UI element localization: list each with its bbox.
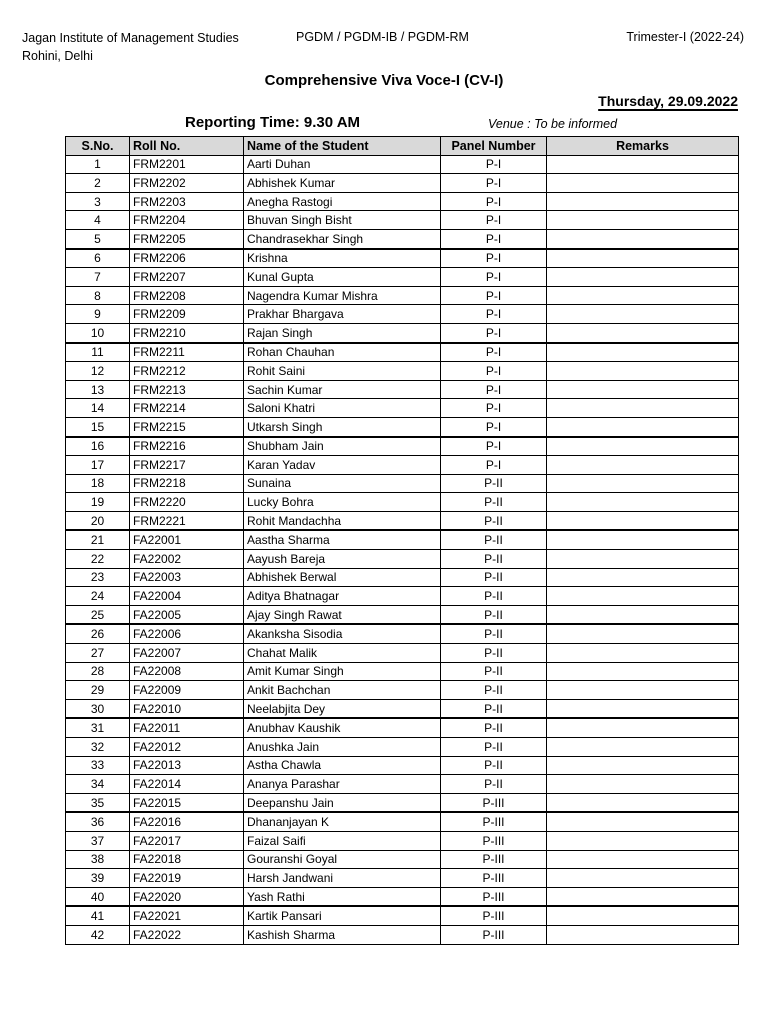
cell-remarks — [547, 718, 739, 737]
cell-roll-no: FRM2221 — [130, 511, 244, 530]
cell-student-name: Sachin Kumar — [244, 380, 441, 399]
table-row — [66, 699, 739, 718]
table-row — [66, 399, 739, 418]
cell-sno: 38 — [66, 850, 130, 869]
cell-panel: P-II — [441, 605, 547, 624]
table-row — [66, 775, 739, 794]
cell-roll-no: FRM2213 — [130, 380, 244, 399]
cell-panel: P-III — [441, 887, 547, 906]
cell-panel: P-I — [441, 249, 547, 268]
cell-sno: 35 — [66, 793, 130, 812]
cell-student-name: Akanksha Sisodia — [244, 624, 441, 643]
cell-sno: 33 — [66, 756, 130, 775]
cell-roll-no: FRM2215 — [130, 417, 244, 436]
table-row — [66, 511, 739, 530]
cell-panel: P-II — [441, 511, 547, 530]
cell-roll-no: FA22021 — [130, 906, 244, 925]
cell-roll-no: FA22016 — [130, 812, 244, 831]
table-row — [66, 550, 739, 569]
table-row — [66, 624, 739, 643]
cell-sno: 5 — [66, 229, 130, 248]
table-body — [66, 155, 739, 944]
cell-roll-no: FRM2207 — [130, 268, 244, 287]
cell-sno: 32 — [66, 738, 130, 757]
cell-panel: P-I — [441, 229, 547, 248]
cell-sno: 27 — [66, 644, 130, 663]
cell-remarks — [547, 323, 739, 342]
cell-panel: P-II — [441, 738, 547, 757]
cell-student-name: Ankit Bachchan — [244, 681, 441, 700]
cell-remarks — [547, 831, 739, 850]
table-row — [66, 174, 739, 193]
cell-panel: P-II — [441, 530, 547, 549]
cell-sno: 31 — [66, 718, 130, 737]
cell-remarks — [547, 493, 739, 512]
institute-name — [22, 29, 239, 65]
cell-student-name: Nagendra Kumar Mishra — [244, 286, 441, 305]
cell-panel: P-III — [441, 812, 547, 831]
table-row — [66, 568, 739, 587]
cell-sno: 34 — [66, 775, 130, 794]
cell-sno: 16 — [66, 437, 130, 456]
table-row — [66, 155, 739, 174]
table-row — [66, 305, 739, 324]
cell-roll-no: FRM2206 — [130, 249, 244, 268]
cell-panel: P-II — [441, 756, 547, 775]
cell-roll-no: FRM2209 — [130, 305, 244, 324]
cell-sno: 21 — [66, 530, 130, 549]
cell-sno: 23 — [66, 568, 130, 587]
cell-roll-no: FA22010 — [130, 699, 244, 718]
cell-student-name: Prakhar Bhargava — [244, 305, 441, 324]
cell-remarks — [547, 812, 739, 831]
cell-remarks — [547, 417, 739, 436]
cell-roll-no: FRM2201 — [130, 155, 244, 174]
table-row — [66, 681, 739, 700]
cell-sno: 29 — [66, 681, 130, 700]
table-row — [66, 437, 739, 456]
cell-sno: 20 — [66, 511, 130, 530]
cell-sno: 15 — [66, 417, 130, 436]
cell-student-name: Chahat Malik — [244, 644, 441, 663]
cell-student-name: Rajan Singh — [244, 323, 441, 342]
cell-roll-no: FRM2216 — [130, 437, 244, 456]
cell-student-name: Anubhav Kaushik — [244, 718, 441, 737]
cell-panel: P-III — [441, 831, 547, 850]
cell-remarks — [547, 456, 739, 475]
cell-panel: P-III — [441, 925, 547, 944]
cell-remarks — [547, 380, 739, 399]
table-row — [66, 887, 739, 906]
cell-remarks — [547, 644, 739, 663]
cell-roll-no: FA22005 — [130, 605, 244, 624]
cell-sno: 1 — [66, 155, 130, 174]
cell-student-name: Harsh Jandwani — [244, 869, 441, 888]
cell-remarks — [547, 906, 739, 925]
cell-panel: P-I — [441, 456, 547, 475]
cell-student-name: Lucky Bohra — [244, 493, 441, 512]
column-header-roll: Roll No. — [130, 137, 244, 156]
cell-remarks — [547, 681, 739, 700]
cell-roll-no: FRM2208 — [130, 286, 244, 305]
cell-panel: P-III — [441, 906, 547, 925]
cell-roll-no: FRM2211 — [130, 343, 244, 362]
cell-remarks — [547, 530, 739, 549]
cell-student-name: Astha Chawla — [244, 756, 441, 775]
cell-student-name: Aditya Bhatnagar — [244, 587, 441, 606]
cell-remarks — [547, 850, 739, 869]
cell-student-name: Dhananjayan K — [244, 812, 441, 831]
cell-panel: P-I — [441, 211, 547, 230]
cell-remarks — [547, 511, 739, 530]
column-header-sno: S.No. — [66, 137, 130, 156]
cell-student-name: Abhishek Kumar — [244, 174, 441, 193]
cell-student-name: Krishna — [244, 249, 441, 268]
exam-date: Thursday, 29.09.2022 — [598, 93, 738, 109]
institute-name-line: Jagan Institute of Management Studies — [22, 31, 239, 45]
cell-roll-no: FA22001 — [130, 530, 244, 549]
cell-roll-no: FA22020 — [130, 887, 244, 906]
cell-panel: P-II — [441, 587, 547, 606]
cell-panel: P-II — [441, 718, 547, 737]
cell-remarks — [547, 155, 739, 174]
cell-roll-no: FA22006 — [130, 624, 244, 643]
table-header-row — [66, 137, 739, 156]
cell-remarks — [547, 775, 739, 794]
cell-student-name: Amit Kumar Singh — [244, 662, 441, 681]
institute-location: Rohini, Delhi — [22, 49, 93, 63]
cell-remarks — [547, 268, 739, 287]
cell-student-name: Aastha Sharma — [244, 530, 441, 549]
table-row — [66, 268, 739, 287]
cell-panel: P-II — [441, 493, 547, 512]
table-row — [66, 493, 739, 512]
table-row — [66, 323, 739, 342]
cell-remarks — [547, 174, 739, 193]
cell-panel: P-II — [441, 662, 547, 681]
table-row — [66, 831, 739, 850]
cell-roll-no: FA22018 — [130, 850, 244, 869]
cell-panel: P-III — [441, 850, 547, 869]
cell-remarks — [547, 587, 739, 606]
table-row — [66, 362, 739, 381]
table-row — [66, 756, 739, 775]
cell-sno: 18 — [66, 474, 130, 493]
cell-panel: P-I — [441, 286, 547, 305]
cell-panel: P-II — [441, 699, 547, 718]
cell-sno: 22 — [66, 550, 130, 569]
reporting-time: Reporting Time: 9.30 AM — [185, 114, 361, 131]
cell-sno: 4 — [66, 211, 130, 230]
cell-sno: 10 — [66, 323, 130, 342]
cell-student-name: Anushka Jain — [244, 738, 441, 757]
table-row — [66, 925, 739, 944]
cell-student-name: Bhuvan Singh Bisht — [244, 211, 441, 230]
cell-student-name: Shubham Jain — [244, 437, 441, 456]
cell-student-name: Faizal Saifi — [244, 831, 441, 850]
table-row — [66, 605, 739, 624]
cell-roll-no: FA22007 — [130, 644, 244, 663]
cell-remarks — [547, 286, 739, 305]
cell-remarks — [547, 925, 739, 944]
cell-panel: P-II — [441, 644, 547, 663]
table-row — [66, 738, 739, 757]
cell-panel: P-I — [441, 417, 547, 436]
cell-roll-no: FA22009 — [130, 681, 244, 700]
table-row — [66, 286, 739, 305]
cell-student-name: Aarti Duhan — [244, 155, 441, 174]
cell-sno: 39 — [66, 869, 130, 888]
table-row — [66, 192, 739, 211]
cell-student-name: Rohit Saini — [244, 362, 441, 381]
table-row — [66, 380, 739, 399]
cell-panel: P-III — [441, 793, 547, 812]
table-row — [66, 812, 739, 831]
table-row — [66, 587, 739, 606]
cell-remarks — [547, 437, 739, 456]
cell-panel: P-II — [441, 681, 547, 700]
cell-remarks — [547, 756, 739, 775]
cell-remarks — [547, 305, 739, 324]
cell-roll-no: FRM2217 — [130, 456, 244, 475]
cell-sno: 36 — [66, 812, 130, 831]
cell-student-name: Sunaina — [244, 474, 441, 493]
cell-panel: P-I — [441, 399, 547, 418]
table-row — [66, 869, 739, 888]
cell-student-name: Karan Yadav — [244, 456, 441, 475]
cell-student-name: Anegha Rastogi — [244, 192, 441, 211]
cell-remarks — [547, 699, 739, 718]
venue-note: Venue : To be informed — [488, 117, 618, 131]
cell-roll-no: FA22004 — [130, 587, 244, 606]
cell-roll-no: FRM2203 — [130, 192, 244, 211]
cell-remarks — [547, 568, 739, 587]
table-row — [66, 662, 739, 681]
table-row — [66, 718, 739, 737]
cell-panel: P-II — [441, 474, 547, 493]
cell-student-name: Rohan Chauhan — [244, 343, 441, 362]
cell-student-name: Kunal Gupta — [244, 268, 441, 287]
cell-student-name: Kartik Pansari — [244, 906, 441, 925]
cell-sno: 9 — [66, 305, 130, 324]
cell-student-name: Gouranshi Goyal — [244, 850, 441, 869]
cell-panel: P-I — [441, 268, 547, 287]
cell-student-name: Chandrasekhar Singh — [244, 229, 441, 248]
cell-sno: 6 — [66, 249, 130, 268]
cell-remarks — [547, 229, 739, 248]
cell-sno: 41 — [66, 906, 130, 925]
cell-student-name: Kashish Sharma — [244, 925, 441, 944]
exam-title: Comprehensive Viva Voce-I (CV-I) — [264, 72, 504, 89]
cell-panel: P-I — [441, 362, 547, 381]
cell-sno: 17 — [66, 456, 130, 475]
cell-panel: P-I — [441, 323, 547, 342]
cell-roll-no: FA22011 — [130, 718, 244, 737]
cell-sno: 37 — [66, 831, 130, 850]
table-row — [66, 456, 739, 475]
cell-sno: 19 — [66, 493, 130, 512]
cell-roll-no: FA22017 — [130, 831, 244, 850]
table-row — [66, 249, 739, 268]
cell-panel: P-I — [441, 343, 547, 362]
cell-student-name: Saloni Khatri — [244, 399, 441, 418]
cell-sno: 42 — [66, 925, 130, 944]
cell-roll-no: FRM2202 — [130, 174, 244, 193]
cell-remarks — [547, 343, 739, 362]
cell-remarks — [547, 793, 739, 812]
cell-panel: P-I — [441, 380, 547, 399]
cell-student-name: Utkarsh Singh — [244, 417, 441, 436]
cell-roll-no: FRM2218 — [130, 474, 244, 493]
cell-sno: 7 — [66, 268, 130, 287]
table-row — [66, 644, 739, 663]
cell-panel: P-I — [441, 305, 547, 324]
cell-roll-no: FA22014 — [130, 775, 244, 794]
column-header-name: Name of the Student — [244, 137, 441, 156]
cell-sno: 24 — [66, 587, 130, 606]
cell-sno: 14 — [66, 399, 130, 418]
program-list: PGDM / PGDM-IB / PGDM-RM — [296, 30, 469, 44]
cell-sno: 13 — [66, 380, 130, 399]
table-row — [66, 850, 739, 869]
table-row — [66, 530, 739, 549]
cell-roll-no: FRM2220 — [130, 493, 244, 512]
cell-panel: P-I — [441, 437, 547, 456]
cell-panel: P-II — [441, 568, 547, 587]
cell-sno: 12 — [66, 362, 130, 381]
column-header-remarks: Remarks — [547, 137, 739, 156]
cell-panel: P-II — [441, 624, 547, 643]
table-row — [66, 417, 739, 436]
cell-student-name: Deepanshu Jain — [244, 793, 441, 812]
cell-panel: P-II — [441, 775, 547, 794]
cell-roll-no: FA22019 — [130, 869, 244, 888]
cell-student-name: Rohit Mandachha — [244, 511, 441, 530]
cell-roll-no: FA22013 — [130, 756, 244, 775]
cell-student-name: Abhishek Berwal — [244, 568, 441, 587]
cell-remarks — [547, 605, 739, 624]
column-header-panel: Panel Number — [441, 137, 547, 156]
cell-remarks — [547, 211, 739, 230]
table-row — [66, 793, 739, 812]
cell-sno: 8 — [66, 286, 130, 305]
cell-remarks — [547, 624, 739, 643]
trimester-label: Trimester-I (2022-24) — [626, 30, 744, 44]
cell-sno: 2 — [66, 174, 130, 193]
cell-student-name: Ananya Parashar — [244, 775, 441, 794]
cell-roll-no: FRM2214 — [130, 399, 244, 418]
cell-sno: 3 — [66, 192, 130, 211]
table-row — [66, 211, 739, 230]
table-row — [66, 906, 739, 925]
cell-student-name: Yash Rathi — [244, 887, 441, 906]
cell-student-name: Aayush Bareja — [244, 550, 441, 569]
cell-panel: P-I — [441, 155, 547, 174]
cell-panel: P-II — [441, 550, 547, 569]
cell-remarks — [547, 362, 739, 381]
cell-remarks — [547, 399, 739, 418]
cell-student-name: Neelabjita Dey — [244, 699, 441, 718]
table-row — [66, 229, 739, 248]
cell-remarks — [547, 474, 739, 493]
cell-panel: P-I — [441, 174, 547, 193]
cell-roll-no: FA22022 — [130, 925, 244, 944]
cell-roll-no: FRM2205 — [130, 229, 244, 248]
cell-roll-no: FA22008 — [130, 662, 244, 681]
cell-sno: 28 — [66, 662, 130, 681]
cell-roll-no: FA22015 — [130, 793, 244, 812]
cell-roll-no: FRM2212 — [130, 362, 244, 381]
cell-student-name: Ajay Singh Rawat — [244, 605, 441, 624]
cell-roll-no: FRM2204 — [130, 211, 244, 230]
cell-remarks — [547, 869, 739, 888]
cell-roll-no: FRM2210 — [130, 323, 244, 342]
cell-remarks — [547, 249, 739, 268]
student-roster-table — [65, 136, 739, 945]
cell-roll-no: FA22002 — [130, 550, 244, 569]
cell-panel: P-III — [441, 869, 547, 888]
cell-remarks — [547, 662, 739, 681]
cell-sno: 11 — [66, 343, 130, 362]
cell-sno: 30 — [66, 699, 130, 718]
cell-sno: 25 — [66, 605, 130, 624]
table-row — [66, 474, 739, 493]
cell-remarks — [547, 550, 739, 569]
cell-panel: P-I — [441, 192, 547, 211]
table-row — [66, 343, 739, 362]
cell-roll-no: FA22012 — [130, 738, 244, 757]
cell-remarks — [547, 887, 739, 906]
cell-remarks — [547, 192, 739, 211]
cell-sno: 40 — [66, 887, 130, 906]
cell-roll-no: FA22003 — [130, 568, 244, 587]
cell-remarks — [547, 738, 739, 757]
cell-sno: 26 — [66, 624, 130, 643]
